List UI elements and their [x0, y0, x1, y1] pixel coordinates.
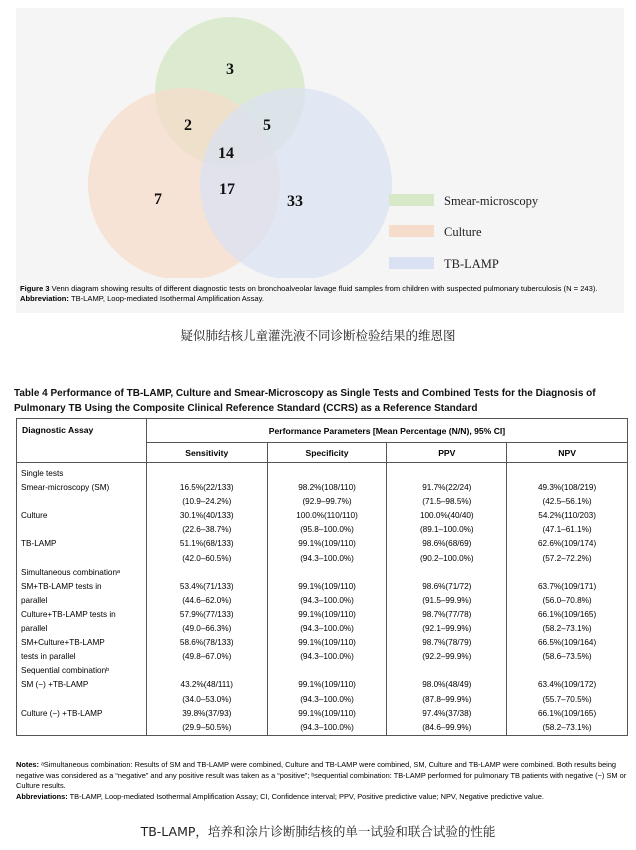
npv-value: 66.5%(109/164) [537, 638, 597, 648]
npv-value: (58.2–73.1%) [542, 624, 592, 634]
npv-value: (55.7–70.5%) [542, 694, 592, 704]
figure-caption [20, 284, 620, 304]
ppv-value [387, 566, 506, 580]
specificity-value: (94.3–100.0%) [300, 624, 354, 634]
sensitivity-value [147, 664, 267, 678]
ppv-value: (92.2–99.9%) [422, 652, 472, 662]
header-performance-parameters: Performance Parameters [Mean Percentage (N/N), 95% CI] [146, 419, 627, 443]
ppv-value [387, 664, 506, 678]
sensitivity-value: 57.9%(77/133) [179, 609, 234, 619]
sensitivity-value: (22.6–38.7%) [182, 525, 232, 535]
figure-caption-text: Venn diagram showing results of different diagnostic tests on bronchoalveolar lavage fluid samples from children with suspected pulmonary tuberculosis (N = 243). [51, 284, 598, 293]
legend-swatch-smear [389, 194, 434, 206]
npv-column [507, 463, 628, 736]
ppv-value: (92.1–99.9%) [422, 624, 472, 634]
assay-line: Simultaneous combinationᵃ [21, 567, 121, 577]
assay-line: tests in parallel [21, 652, 76, 662]
sensitivity-value: (29.9–50.5%) [182, 722, 232, 732]
ppv-value: (84.6–99.9%) [422, 722, 472, 732]
specificity-value: 100.0%(110/110) [296, 511, 358, 521]
assay-line [17, 721, 146, 735]
sensitivity-value: 53.4%(71/133) [179, 581, 234, 591]
sensitivity-value: 43.2%(48/111) [180, 680, 234, 690]
assay-line: Culture [21, 511, 48, 521]
venn-figure [16, 8, 624, 313]
sensitivity-value: 58.6%(78/133) [179, 638, 234, 648]
specificity-value: (94.3–100.0%) [300, 722, 354, 732]
specificity-value [268, 566, 387, 580]
ppv-value: (89.1–100.0%) [419, 525, 474, 535]
table-cn-caption: TB-LAMP，培养和涂片诊断肺结核的单一试验和联合试验的性能 [140, 824, 496, 839]
specificity-value: (92.9–99.7%) [302, 497, 352, 507]
specificity-value: 99.1%(109/110) [298, 581, 356, 591]
npv-value: 63.7%(109/171) [537, 581, 597, 591]
specificity-value: 99.1%(109/110) [298, 638, 356, 648]
assay-line: Culture+TB-LAMP tests in [21, 609, 116, 619]
sensitivity-value: 16.5%(22/133) [179, 483, 234, 493]
npv-value: 49.3%(108/219) [537, 483, 597, 493]
assay-column [17, 463, 147, 736]
notes-text: ᵃSimultaneous combination: Results of SM and TB-LAMP were combined, Culture and TB-LAMP were combined, SM, Culture and TB-LAMP were combined. Both results being negative was considered as a “negative” and any positive result was taken as a “positive”; ᵇsequential combination: TB-LAMP performed for pulmonary TB patients with negative (−) SM or Culture results. [16, 760, 627, 790]
figure-cn-caption: 疑似肺结核儿童灌洗液不同诊断检验结果的维恩图 [180, 328, 456, 343]
npv-value [507, 566, 627, 580]
assay-line [17, 523, 146, 537]
assay-line: Single tests [21, 469, 64, 478]
figure-abbrev-text: TB-LAMP, Loop-mediated Isothermal Amplification Assay. [70, 294, 264, 303]
sensitivity-value: (44.6–62.0%) [182, 595, 232, 605]
venn-count-culture-lamp: 17 [219, 181, 235, 198]
specificity-value: 99.1%(109/110) [298, 680, 356, 690]
specificity-column [267, 463, 387, 736]
npv-value [507, 467, 627, 481]
npv-value: (42.5–56.1%) [542, 497, 592, 507]
venn-count-culture-only: 7 [154, 191, 162, 208]
specificity-value: 99.1%(109/110) [298, 708, 356, 718]
ppv-value: 98.7%(78/79) [422, 638, 472, 648]
legend-label-culture: Culture [444, 225, 482, 239]
table-notes [16, 760, 628, 802]
legend-label-smear: Smear-microscopy [444, 194, 539, 208]
header-ppv: PPV [387, 443, 507, 463]
ppv-column [387, 463, 507, 736]
ppv-value: (90.2–100.0%) [419, 553, 474, 563]
ppv-value: 98.0%(48/49) [422, 680, 472, 690]
notes-label: Notes: [16, 760, 39, 769]
sensitivity-value: 51.1%(68/133) [179, 539, 234, 549]
npv-value [507, 664, 627, 678]
assay-line: TB-LAMP [21, 539, 57, 549]
specificity-value: (94.3–100.0%) [300, 652, 354, 662]
assay-line: SM+Culture+TB-LAMP [21, 638, 105, 648]
header-diagnostic-assay: Diagnostic Assay [17, 419, 147, 463]
figure-caption-label: Figure 3 [20, 284, 50, 293]
ppv-value: 98.6%(71/72) [422, 581, 472, 591]
ppv-value: (71.5–98.5%) [422, 497, 472, 507]
specificity-value: 98.2%(108/110) [298, 483, 356, 493]
npv-value: 63.4%(109/172) [537, 680, 597, 690]
table-title: Table 4 Performance of TB-LAMP, Culture and Smear-Microscopy as Single Tests and Combined Tests for the Diagnosis of Pulmonary TB Using the Composite Clinical Reference Standard (CCRS) as a Reference Standard [14, 388, 596, 414]
npv-value: 66.1%(109/165) [537, 609, 597, 619]
assay-line: Culture (−) +TB-LAMP [21, 708, 103, 718]
legend-label-lamp: TB-LAMP [444, 257, 499, 271]
legend-swatch-culture [389, 225, 434, 237]
npv-value: 54.2%(110/203) [538, 511, 596, 521]
sensitivity-value [147, 566, 267, 580]
sensitivity-value [147, 467, 267, 481]
ppv-value: (91.5–99.9%) [422, 595, 472, 605]
ppv-value [387, 467, 506, 481]
sensitivity-value: 39.8%(37/93) [182, 708, 232, 718]
specificity-value: (94.3–100.0%) [300, 694, 354, 704]
specificity-value [268, 467, 387, 481]
sensitivity-value: (10.9–24.2%) [182, 497, 232, 507]
header-npv: NPV [507, 443, 628, 463]
header-specificity: Specificity [267, 443, 387, 463]
venn-count-smear-culture: 2 [184, 117, 192, 134]
assay-line [17, 693, 146, 707]
specificity-value: 99.1%(109/110) [298, 609, 356, 619]
ppv-value: 91.7%(22/24) [422, 483, 472, 493]
sensitivity-value: 30.1%(40/133) [179, 511, 234, 521]
venn-count-smear-only: 3 [226, 61, 234, 78]
assay-line [17, 495, 146, 509]
npv-value: (58.6–73.5%) [542, 652, 592, 662]
assay-line: SM (−) +TB-LAMP [21, 680, 89, 690]
performance-table [16, 418, 628, 736]
sensitivity-value: (34.0–53.0%) [182, 694, 232, 704]
npv-value: 66.1%(109/165) [537, 708, 597, 718]
sensitivity-value: (49.0–66.3%) [182, 624, 232, 634]
npv-value: 62.6%(109/174) [537, 539, 597, 549]
venn-count-all: 14 [218, 145, 234, 162]
assay-line: Sequential combinationᵇ [21, 666, 110, 676]
specificity-value: 99.1%(109/110) [298, 539, 356, 549]
assay-line: Smear-microscopy (SM) [21, 483, 110, 493]
npv-value: (57.2–72.2%) [542, 553, 592, 563]
assay-line: SM+TB-LAMP tests in [21, 581, 102, 591]
sensitivity-column [146, 463, 267, 736]
specificity-value: (95.8–100.0%) [300, 525, 354, 535]
assay-line: parallel [21, 595, 48, 605]
specificity-value: (94.3–100.0%) [300, 595, 354, 605]
npv-value: (47.1–61.1%) [542, 525, 592, 535]
header-sensitivity: Sensitivity [146, 443, 267, 463]
assay-line: parallel [21, 624, 48, 634]
assay-line [17, 552, 146, 566]
specificity-value [268, 664, 387, 678]
npv-value: (58.2–73.1%) [542, 722, 592, 732]
notes-abbrev-label: Abbreviations: [16, 791, 68, 801]
venn-count-smear-lamp: 5 [263, 117, 271, 134]
ppv-value: 98.7%(77/78) [422, 609, 472, 619]
ppv-value: 100.0%(40/40) [419, 511, 474, 521]
venn-count-lamp-only: 33 [287, 193, 303, 210]
ppv-value: (87.8–99.9%) [422, 694, 472, 704]
npv-value: (56.0–70.8%) [542, 595, 592, 605]
sensitivity-value: (42.0–60.5%) [182, 553, 232, 563]
figure-abbrev-label: Abbreviation: [20, 294, 69, 303]
sensitivity-value: (49.8–67.0%) [182, 652, 232, 662]
notes-abbrev-text: TB-LAMP, Loop-mediated Isothermal Amplification Assay; CI, Confidence interval; PPV, Positive predictive value; NPV, Negative predictive value. [69, 791, 544, 801]
ppv-value: 97.4%(37/38) [422, 708, 472, 718]
ppv-value: 98.6%(68/69) [422, 539, 472, 549]
legend-swatch-lamp [389, 257, 434, 269]
specificity-value: (94.3–100.0%) [300, 553, 354, 563]
venn-diagram [16, 8, 624, 278]
